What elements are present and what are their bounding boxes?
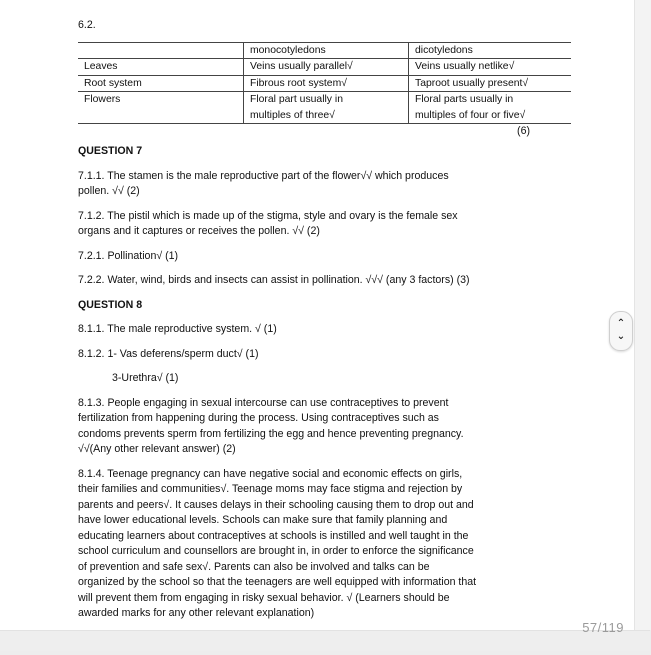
- table-row-label: Leaves: [78, 59, 244, 76]
- answer-8-1-2: 8.1.2. 1- Vas deferens/sperm duct√ (1): [78, 347, 259, 360]
- table-row-label: Flowers: [78, 92, 244, 108]
- answer-line: pollen. √√ (2): [78, 185, 140, 197]
- table-header-empty: [78, 42, 244, 59]
- answer-line: have lower educational levels. Schools can make sure that family planning and: [78, 514, 448, 526]
- question-8-heading: QUESTION 8: [78, 298, 143, 311]
- page-counter: 57/119: [582, 620, 624, 635]
- answer-line: 8.1.3. People engaging in sexual intercourse can use contraceptives to prevent: [78, 396, 449, 409]
- viewer-right-gutter: [634, 0, 651, 630]
- table-cell: Floral parts usually in: [409, 92, 572, 108]
- table-cell: multiples of three√: [244, 108, 409, 124]
- answer-line: will prevent them from engaging in risky sexual behavior. √ (Learners should be: [78, 591, 450, 604]
- answer-line: school curriculum and counsellors are brought in, in order to enforce the significance: [78, 545, 474, 557]
- page-scroll-control[interactable]: [609, 311, 633, 351]
- answer-line: awarded marks for any other relevant explanation): [78, 607, 315, 619]
- table-cell: Taproot usually present√: [409, 75, 572, 92]
- document-content: [78, 18, 574, 655]
- answer-8-1-3: [78, 396, 574, 458]
- table-cell: multiples of four or five√: [409, 108, 572, 124]
- answer-line: condoms prevents sperm from fertilizing the egg and hence preventing pregnancy.: [78, 427, 464, 440]
- answer-7-2-1: 7.2.1. Pollination√ (1): [78, 249, 179, 262]
- question-7-heading: QUESTION 7: [78, 145, 143, 157]
- answer-8-1-2-b: 3-Urethra√ (1): [112, 372, 179, 384]
- table-marks: (6): [517, 125, 530, 137]
- table-cell: Fibrous root system√: [244, 75, 409, 92]
- answer-line: fertilization from happening during the process. Using contraceptives such as: [78, 412, 439, 424]
- table-header-mono: monocotyledons: [244, 42, 409, 59]
- answer-8-1-4: [78, 467, 574, 622]
- answer-line: educating learners about contraceptives at schools is instilled and well taught in the: [78, 529, 469, 542]
- answer-7-2-2: 7.2.2. Water, wind, birds and insects can assist in pollination. √√√ (any 3 factors) (3): [78, 274, 470, 286]
- answer-7-1-2: [78, 209, 574, 240]
- answer-line: organized by the school so that the teenagers are well equipped with information that: [78, 576, 477, 588]
- answer-line: organs and it captures or receives the pollen. √√ (2): [78, 225, 320, 237]
- answer-line: 7.1.1. The stamen is the male reproductive part of the flower√√ which produces: [78, 169, 449, 182]
- viewer-bottom-bar: [0, 630, 650, 651]
- answer-line: 7.1.2. The pistil which is made up of the stigma, style and ovary is the female sex: [78, 209, 458, 222]
- table-row-label: Root system: [78, 75, 244, 92]
- answer-line: 8.1.4. Teenage pregnancy can have negative social and economic effects on girls,: [78, 467, 463, 480]
- answer-8-1-1: 8.1.1. The male reproductive system. √ (1): [78, 323, 277, 335]
- chevron-down-icon[interactable]: ⌄: [616, 331, 626, 342]
- table-header-dico: dicotyledons: [409, 42, 572, 59]
- answer-line: of prevention and safe sex√. Parents can also be involved and talks can be: [78, 560, 430, 573]
- answer-7-1-1: [78, 169, 574, 200]
- table-cell: Veins usually parallel√: [244, 59, 409, 76]
- answer-line: parents and peers√. It causes delays in their schooling causing them to drop out and: [78, 498, 474, 511]
- section-number: 6.2.: [78, 19, 96, 31]
- comparison-table: [78, 42, 571, 125]
- answer-line: their families and communities√. Teenage moms may face stigma and rejection by: [78, 483, 463, 495]
- answer-line: √√(Any other relevant answer) (2): [78, 443, 236, 455]
- table-cell: Floral part usually in: [244, 92, 409, 108]
- chevron-up-icon[interactable]: ⌃: [616, 318, 626, 329]
- table-cell: Veins usually netlike√: [409, 59, 572, 76]
- table-cell-empty: [78, 108, 244, 124]
